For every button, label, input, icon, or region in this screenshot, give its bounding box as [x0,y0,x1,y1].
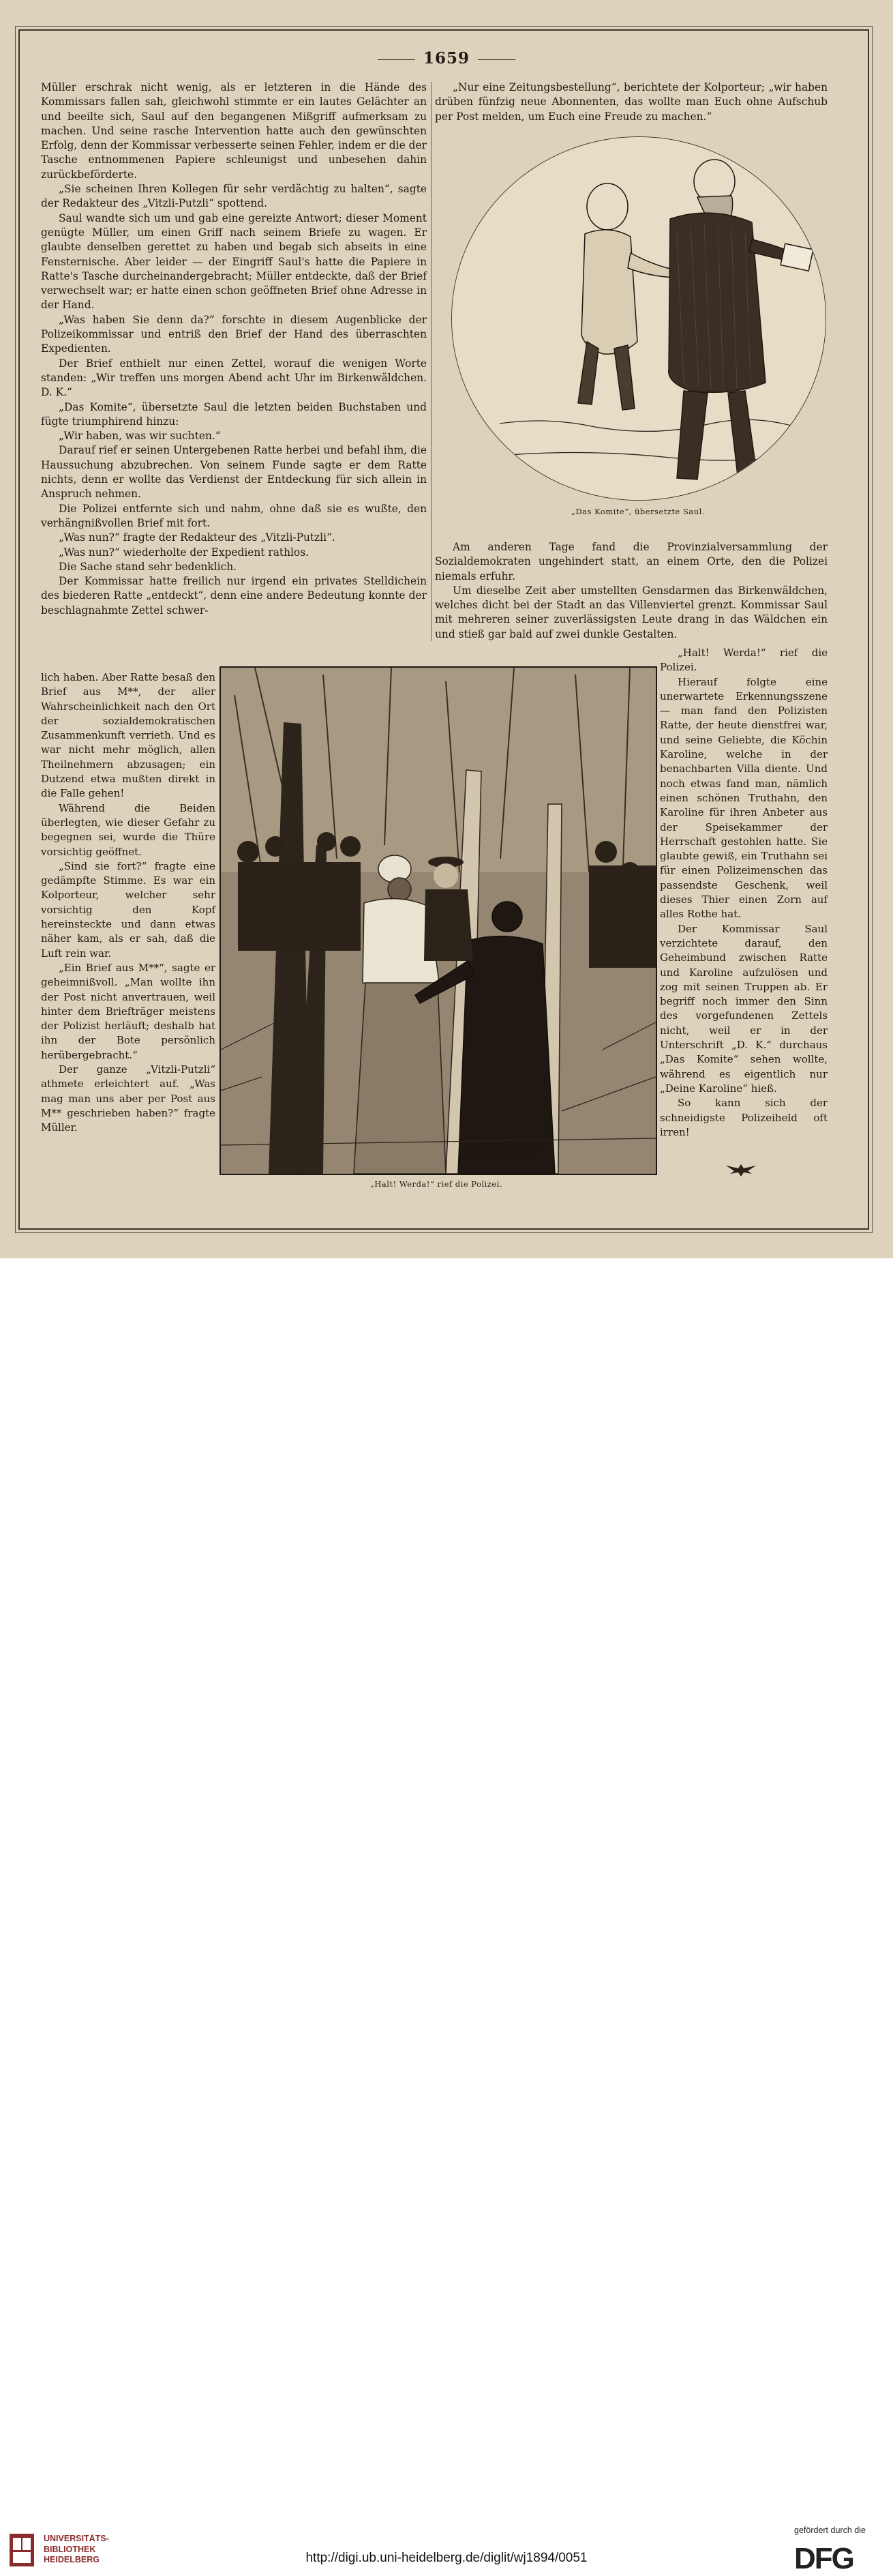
left-paragraph: Die Polizei entfernte sich und nahm, ohne daß sie es wußte, den verhängnißvollen Brief mit fort. [41,502,427,529]
right-middle-column [435,540,828,642]
komite-illustration [451,136,826,501]
column-divider [431,82,432,641]
forest-illustration [220,666,657,1175]
institution-line: HEIDELBERG [44,2555,100,2564]
left-paragraph: „Wir haben, was wir suchten.“ [59,430,221,443]
komite-engraving [452,137,826,500]
bottom-illustration-caption: „Halt! Werda!“ rief die Polizei. [369,1179,503,1189]
left-paragraph: Die Sache stand sehr bedenklich. [59,560,237,573]
left-narrow-column [41,670,215,1136]
left-paragraph: Saul wandte sich um und gab eine gereizte Antwort; dieser Moment genügte Müller, um einen Griff nach seinem Briefe zu wagen. Er glaubte denselben gerettet zu haben und begab sich abseits in eine Fensternische. Aber leider — der Eingriff Saul's hatte die Papiere in Ratte's Tasche durcheinandergebracht; Müller entdeckte, daß der Brief verwechselt war; er hatte einen schon geöffneten Brief ohne Adresse in der Hand. [41,211,427,312]
page-number-text: 1659 [423,49,470,68]
page-number-rule-left [378,59,415,60]
right-narrow-column [660,646,828,1140]
right-top-paragraph: „Nur eine Zeitungsbestellung“, berichtete der Kolporteur; „wir haben drüben fünfzig neue Abonnenten, das wollte man Euch ohne Aufschub per Post melden, um Euch eine Freude zu machen.“ [435,81,828,123]
left-paragraph: Darauf rief er seinen Untergebenen Ratte herbei und befahl ihm, die Haussuchung abzubrechen. Von seinem Funde sagte er dem Ratte nichts, denn er wollte das Verdienst der Entdeckung für sich allein in Anspruch nehmen. [41,444,427,501]
footer-bar [0,1258,893,2575]
right-narrow-paragraph: Hierauf folgte eine unerwartete Erkennungsszene — man fand den Polizisten Ratte, der heute dienstfrei war, und seine Geliebte, die Köchin Karoline, welche in der benachbarten Villa diente. Und noch etwas fand man, nämlich einen schönen Truthahn, den Karoline für ihren Anbeter aus der Speisekammer der Herrschaft gestohlen hatte. Sie glaubte gewiß, ein Truthahn sei für einen Polizeimenschen das passendste Geschenk, weil dieses Thier einen Zorn auf alles Rothe hat. [660,675,828,921]
left-narrow-paragraph: Während die Beiden überlegten, wie dieser Gefahr zu begegnen sei, wurde die Thüre vorsichtig geöffnet. [41,801,215,858]
left-paragraph: „Was nun?“ wiederholte der Expedient rathlos. [59,546,309,559]
institution-line: BIBLIOTHEK [44,2544,96,2554]
top-illustration-caption: „Das Komite“, übersetzte Saul. [571,507,705,516]
left-narrow-paragraph: Der ganze „Vitzli-Putzli“ athmete erleichtert auf. „Was mag man uns aber per Post aus M** geschrieben haben?“ fragte Müller. [41,1063,215,1134]
left-narrow-paragraph: lich haben. Aber Ratte besaß den Brief aus M**, der aller Wahrscheinlichkeit nach den Ort der sozialdemokratischen Zusammenkunft verrieth. Und es war nicht mehr möglich, allen Theilnehmern abzusagen; ein Dutzend etwa mußten direkt in die Falle gehen! [41,671,215,800]
permalink-url[interactable]: http://digi.ub.uni-heidelberg.de/diglit/wj1894/0051 [305,2551,588,2565]
left-paragraph: „Das Komite“, übersetzte Saul die letzten beiden Buchstaben und fügte triumphirend hinzu: [41,400,427,428]
forest-engraving [221,668,656,1174]
page-number-rule-right [478,59,515,60]
left-paragraph: „Sie scheinen Ihren Kollegen für sehr verdächtig zu halten“, sagte der Redakteur des „Vitzli-Putzli“ spottend. [41,183,427,210]
left-paragraph: Der Kommissar hatte freilich nur irgend ein privates Stelldichein des biederen Ratte „entdeckt“, denn eine andere Bedeutung konnte der beschlagnahmte Zettel schwer- [41,575,427,617]
right-top-column [435,80,828,124]
institution-line: UNIVERSITÄTS- [44,2534,109,2543]
left-paragraph: „Was haben Sie denn da?“ forschte in diesem Augenblicke der Polizeikommissar und entriß den Brief der Hand des überraschten Expedienten. [41,313,427,355]
right-narrow-paragraph: Der Kommissar Saul verzichtete darauf, den Geheimbund zwischen Ratte und Karoline aufzulösen und zog mit seinen Truppen ab. Er begriff noch immer den Sinn des vorgefundenen Zettels nicht, weil er in der Unterschrift „D. K.“ durchaus „Das Komite“ sehen wollte, während es eigentlich nur „Deine Karoline“ hieß. [660,922,828,1095]
right-mid-paragraph: Um dieselbe Zeit aber umstellten Gensdarmen das Birkenwäldchen, welches dicht bei der Stadt an das Villenviertel grenzt. Kommissar Saul mit mehreren seiner zuverlässigsten Leute drang in das Wäldchen ein und stieß gar bald auf zwei dunkle Gestalten. [435,584,828,640]
funding-label: gefördert durch die [794,2526,866,2535]
page-number [0,49,893,68]
right-narrow-paragraph: So kann sich der schneidigste Polizeiheld oft irren! [660,1097,828,1138]
left-narrow-paragraph: „Ein Brief aus M**“, sagte er geheimnißvoll. „Man wollte ihn der Post nicht anvertrauen, weil hinter dem Briefträger meistens der Polizist herläuft; deshalb hat ihn der Bote persönlich herübergebracht.“ [41,961,215,1061]
right-mid-paragraph: Am anderen Tage fand die Provinzialversammlung der Sozialdemokraten ungehindert statt, an einem Orte, den die Polizei niemals erfuhr. [435,541,828,582]
left-column [41,80,427,618]
left-paragraph: Müller erschrak nicht wenig, als er letzteren in die Hände des Kommissars fallen sah, gleichwohl stimmte er ein lautes Gelächter an und beeilte sich, Saul auf den begangenen Mißgriff aufmerksam zu machen. Und seine rasche Intervention hatte auch den gewünschten Erfolg, denn der Kommissar verbesserte seinen Fehler, indem er die der Tasche entnommenen Papiere schleunigst und unbesehen dahin zurückbeförderte. [41,81,427,181]
right-narrow-paragraph: „Halt! Werda!“ rief die Polizei. [660,647,828,674]
left-paragraph: „Was nun?“ fragte der Redakteur des „Vitzli-Putzli“. [59,531,335,544]
left-narrow-paragraph: „Sind sie fort?“ fragte eine gedämpfte Stimme. Es war ein Kolporteur, welcher sehr vorsichtig den Kopf hereinsteckte und dann etwas näher kam, als er sah, daß die Luft rein war. [41,859,215,960]
left-paragraph: Der Brief enthielt nur einen Zettel, worauf die wenigen Worte standen: „Wir treffen uns morgen Abend acht Uhr im Birkenwäldchen. D. K.“ [41,357,427,399]
dfg-logo[interactable]: DFG [794,2542,853,2575]
eagle-ornament-icon [725,1161,757,1178]
artist-signature: A.G.Jejtzscz 93 [466,1145,539,1156]
scanned-page [0,0,893,1258]
